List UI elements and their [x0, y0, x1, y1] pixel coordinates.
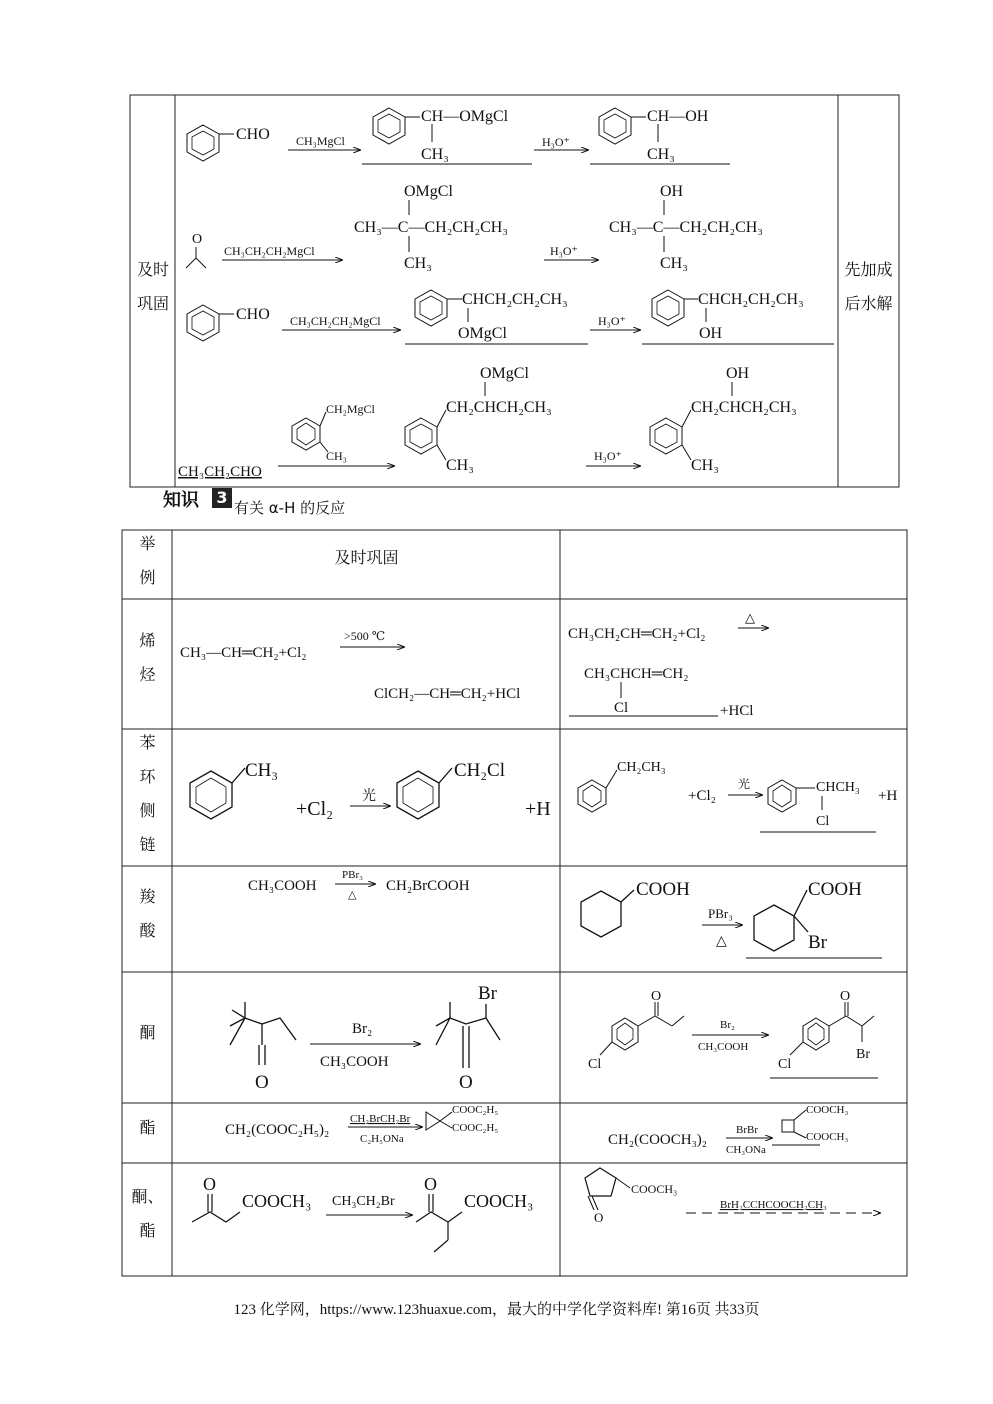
ester-left — [225, 1104, 498, 1145]
condition-top: BrBr — [736, 1124, 758, 1136]
oxygen: O — [424, 1174, 437, 1194]
oxygen: O — [203, 1174, 216, 1194]
reagent-label: CH₃CH₂CH₂MgCl — [224, 244, 315, 258]
condition-top: Br₂ — [720, 1019, 735, 1031]
oxygen: O — [840, 989, 851, 1004]
product-top: CH₃CHCH═CH₂ — [584, 666, 689, 682]
row-label-ester: 酯 — [139, 1118, 156, 1137]
reactant: CH₃COOH — [248, 878, 317, 894]
equation: CH₃—CH═CH₂+Cl₂ — [180, 645, 307, 661]
ketone-left — [230, 983, 500, 1093]
acid-right — [581, 879, 882, 958]
hydrolysis-label: H₃O⁺ — [594, 449, 622, 463]
product-substituent: CH₂Cl — [454, 760, 505, 781]
condition: 光 — [362, 789, 376, 804]
byproduct: +H — [525, 798, 551, 820]
condition-bottom: CH₃COOH — [320, 1054, 389, 1070]
section-badge-text: 知识 — [163, 490, 199, 511]
condition-top: PBr₃ — [342, 869, 363, 881]
oxygen: O — [594, 1210, 604, 1225]
intermediate-top: CHCH₂CH₂CH₃ — [462, 291, 568, 308]
product-substituent: COOH — [808, 879, 862, 900]
hydrolysis-label: H₃O⁺ — [598, 314, 626, 328]
bromo: Br — [856, 1047, 870, 1062]
reagent: +Cl₂ — [296, 798, 334, 820]
product-bottom: Cl — [816, 814, 830, 829]
bromo: Br — [478, 983, 497, 1004]
product-top: CHCH₂CH₂CH₃ — [698, 291, 804, 308]
substituent: CH₂CH₃ — [617, 760, 666, 775]
alkene-left — [180, 629, 520, 702]
product-line: CH₂CHCH₂CH₃ — [691, 399, 797, 416]
acid-left — [248, 869, 470, 901]
ketone-right — [588, 989, 878, 1078]
intermediate-bottom: CH₃ — [404, 255, 432, 272]
byproduct: +H — [878, 788, 898, 804]
intermediate-bottom: CH₃ — [421, 146, 449, 163]
intermediate-top: OMgCl — [480, 365, 529, 382]
product-line: CH₃—C—CH₂CH₂CH₃ — [609, 219, 763, 236]
reagent-label: CH₃CH₂CH₂MgCl — [290, 314, 381, 328]
byproduct: +HCl — [720, 703, 754, 719]
row-label-alkene: 烯 烃 — [139, 631, 156, 684]
intermediate-bottom: OMgCl — [458, 325, 507, 342]
ester-group: COOCH₃ — [464, 1191, 534, 1211]
product-bottom: CH₃ — [647, 146, 675, 163]
hydrolysis-label: H₃O⁺ — [550, 244, 578, 258]
header-label: 举 例 — [139, 534, 156, 587]
condition: BrH₂CCHCOOCH₂CH₃ — [720, 1199, 827, 1211]
condition-top: PBr₃ — [708, 906, 733, 921]
ester-group-2: COOCH₃ — [806, 1131, 849, 1143]
ester-group-2: COOC₂H₅ — [452, 1122, 499, 1134]
benzene-right — [578, 760, 897, 832]
ester-right — [608, 1104, 849, 1156]
product: ClCH₂—CH═CH₂+HCl — [374, 686, 521, 702]
cyclohexane-ring — [581, 891, 621, 937]
reactant: CH₂(COOCH₃)₂ — [608, 1132, 708, 1148]
cyclobutane-ring — [782, 1120, 794, 1132]
condition-bottom: CH₃ONa — [726, 1144, 766, 1156]
cyclopropane-ring — [426, 1112, 440, 1130]
condition: 光 — [738, 777, 751, 791]
product-bottom: CH₃ — [660, 255, 688, 272]
table1-note: 先加成 后水解 — [844, 260, 893, 313]
product-sub: CH₃ — [691, 457, 719, 474]
alkene-right — [568, 610, 768, 719]
row-label-ketone-ester: 酮、 酯 — [131, 1187, 164, 1240]
product-bromo: Br — [808, 932, 827, 953]
product-bottom: OH — [699, 325, 723, 342]
ester-group: COOCH₃ — [631, 1182, 678, 1196]
aldehyde-group: CHO — [236, 306, 270, 323]
chloro: Cl — [778, 1057, 792, 1072]
oxygen: O — [255, 1072, 269, 1093]
condition-bottom: △ — [348, 889, 357, 901]
condition-top: Br₂ — [352, 1021, 373, 1037]
product-substituent: CHCH₃ — [816, 780, 860, 795]
condition-bottom: △ — [716, 934, 727, 949]
condition: >500 ℃ — [344, 629, 386, 643]
intermediate-top: CH—OMgCl — [421, 108, 509, 125]
product-top: CH—OH — [647, 108, 709, 125]
intermediate-sub: CH₃ — [446, 457, 474, 474]
row-label-carboxylic-acid: 羧 酸 — [139, 887, 156, 940]
product: CH₂BrCOOH — [386, 878, 470, 894]
condition-bottom: C₂H₅ONa — [360, 1133, 404, 1145]
substituent-2: CH₃ — [326, 449, 347, 463]
ester-group: COOCH₃ — [242, 1191, 312, 1211]
oxygen: O — [651, 989, 662, 1004]
table1-row-label: 及时 巩固 — [136, 260, 169, 313]
reagent-label: CH₃CH₂CHO — [178, 464, 262, 480]
row-label-benzene-side-chain: 苯 环 侧 链 — [139, 733, 156, 854]
reagent-label: CH₃MgCl — [296, 134, 345, 148]
cyclopentanone-ring — [585, 1168, 616, 1196]
aldehyde-group: CHO — [236, 126, 270, 143]
ester-group-1: COOC₂H₅ — [452, 1104, 499, 1116]
ketone-oxygen: O — [192, 232, 203, 247]
header-column-title: 及时巩固 — [334, 548, 399, 567]
intermediate-line: CH₂CHCH₂CH₃ — [446, 399, 552, 416]
condition: CH₃CH₂Br — [332, 1194, 395, 1209]
product-top: OH — [726, 365, 750, 382]
intermediate-line: CH₃—C—CH₂CH₂CH₃ — [354, 219, 508, 236]
condition: △ — [745, 610, 755, 625]
product-top: OH — [660, 183, 684, 200]
chloro: Cl — [588, 1057, 602, 1072]
cyclohexane-ring — [754, 905, 794, 951]
condition-top: CH₂BrCH₂Br — [350, 1113, 411, 1125]
condition-bottom: CH₃COOH — [698, 1041, 749, 1053]
ester-group-1: COOCH₃ — [806, 1104, 849, 1116]
product-bottom: Cl — [614, 700, 629, 716]
row-label-ketone: 酮 — [139, 1023, 156, 1042]
ketoester-right — [585, 1168, 880, 1225]
equation: CH₃CH₂CH═CH₂+Cl₂ — [568, 626, 706, 642]
substituent-1: CH₂MgCl — [326, 402, 375, 416]
reactant: CH₂(COOC₂H₅)₂ — [225, 1122, 330, 1138]
oxygen: O — [459, 1072, 473, 1093]
substituent: CH₃ — [245, 760, 279, 781]
intermediate-top: OMgCl — [404, 183, 453, 200]
section-badge-number: 3 — [212, 488, 232, 508]
section-title: 有关 α-H 的反应 — [234, 499, 346, 517]
reagent: +Cl₂ — [688, 788, 716, 804]
page-footer: 123 化学网，https://www.123huaxue.com，最大的中学化学资料库! 第16页 共33页 — [233, 1302, 760, 1318]
substituent: COOH — [636, 879, 690, 900]
hydrolysis-label: H₃O⁺ — [542, 135, 570, 149]
benzene-left — [190, 760, 551, 820]
ketoester-left — [192, 1174, 533, 1252]
